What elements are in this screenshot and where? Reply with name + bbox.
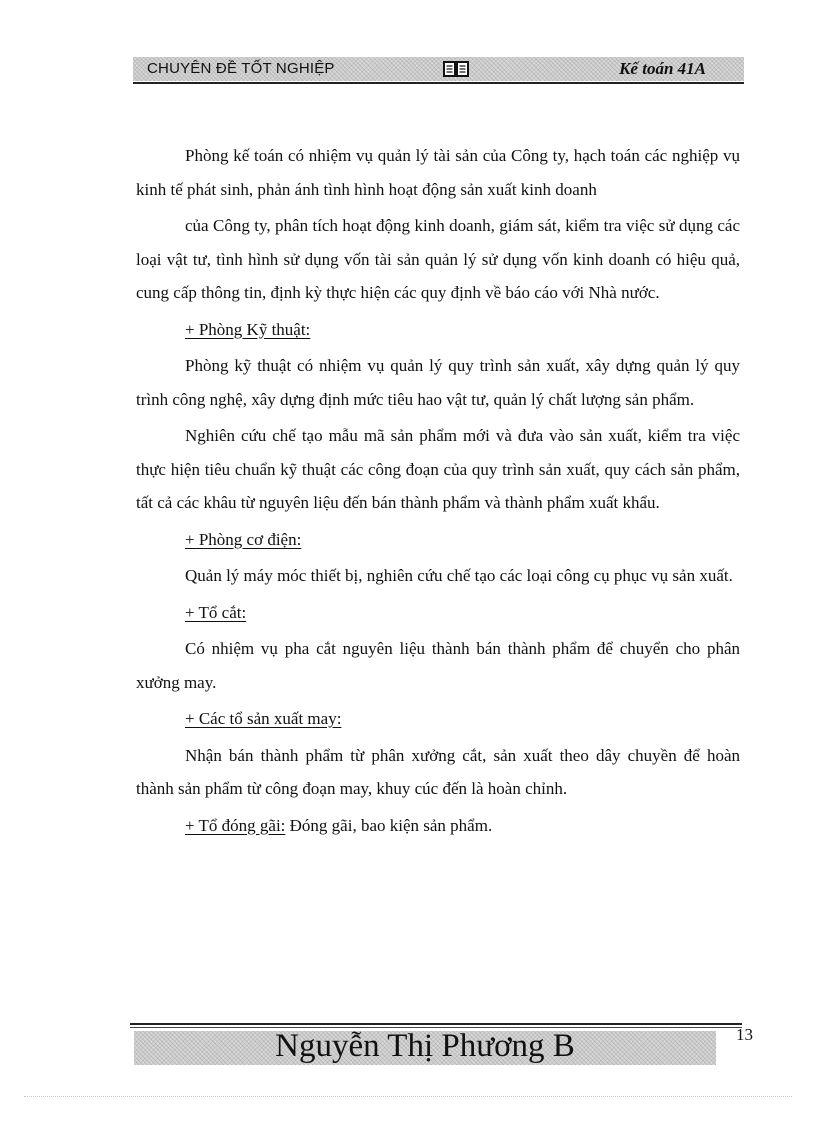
author-name: Nguyễn Thị Phương B	[275, 1028, 575, 1064]
header-title: CHUYÊN ĐỀ TỐT NGHIỆP	[147, 60, 335, 77]
paragraph-1a: Phòng kế toán có nhiệm vụ quản lý tài sản của Công ty, hạch toán các nghiệp vụ kinh tế phát sinh, phản ánh tình hình hoạt động sản xuất kinh doanh	[136, 146, 740, 199]
page-bottom-divider	[24, 1096, 792, 1097]
paragraph-1b: của Công ty, phân tích hoạt động kinh doanh, giám sát, kiểm tra việc sử dụng các loại vật tư, tình hình sử dụng vốn tài sản quản lý sử dụng vốn kinh doanh có hiệu quả, cung cấp thông tin, định kỳ thực hiện các quy định về báo cáo với Nhà nước.	[136, 216, 740, 302]
heading-label: + Phòng Kỹ thuật:	[185, 319, 311, 339]
header-rule	[133, 82, 744, 84]
paragraph-4: Quản lý máy móc thiết bị, nghiên cứu chế tạo các loại công cụ phục vụ sản xuất.	[185, 566, 733, 585]
page-number: 13	[736, 1025, 753, 1044]
document-body	[136, 139, 740, 842]
section-heading-co-dien	[185, 523, 740, 557]
heading-inline-text: Đóng gãi, bao kiện sản phẩm.	[289, 815, 493, 835]
book-icon	[442, 60, 470, 78]
heading-label: + Tổ cắt:	[185, 602, 247, 622]
paragraph-3: Nghiên cứu chế tạo mẫu mã sản phẩm mới và đưa vào sản xuất, kiểm tra việc thực hiện tiêu chuẩn kỹ thuật các công đoạn của quy trình sản xuất, quy cách sản phẩm, tất cả các khâu từ nguyên liệu đến bán thành phẩm và thành phẩm xuất khẩu.	[136, 426, 740, 512]
page-header	[133, 57, 744, 84]
heading-label: + Tổ đóng gãi:	[185, 815, 286, 835]
footer-rule-thick	[130, 1023, 742, 1025]
paragraph-6: Nhận bán thành phẩm từ phân xưởng cắt, sản xuất theo dây chuyền để hoàn thành sản phẩm từ công đoạn may, khuy cúc đến là hoàn chỉnh.	[136, 745, 740, 798]
paragraph-5: Có nhiệm vụ pha cắt nguyên liệu thành bán thành phẩm để chuyển cho phân xưởng may.	[136, 639, 740, 692]
heading-label: + Các tổ sản xuất may:	[185, 709, 342, 728]
heading-label: + Phòng cơ điện:	[185, 529, 302, 549]
section-heading-dong-goi	[185, 809, 740, 843]
paragraph-2: Phòng kỹ thuật có nhiệm vụ quản lý quy trình sản xuất, xây dựng quản lý quy trình công nghệ, xây dựng định mức tiêu hao vật tư, quản lý chất lượng sản phẩm.	[136, 356, 740, 409]
section-heading-ky-thuat	[185, 313, 740, 347]
section-heading-to-may	[185, 702, 740, 736]
section-heading-to-cat	[185, 596, 740, 630]
header-subtitle: Kế toán 41A	[619, 59, 706, 78]
